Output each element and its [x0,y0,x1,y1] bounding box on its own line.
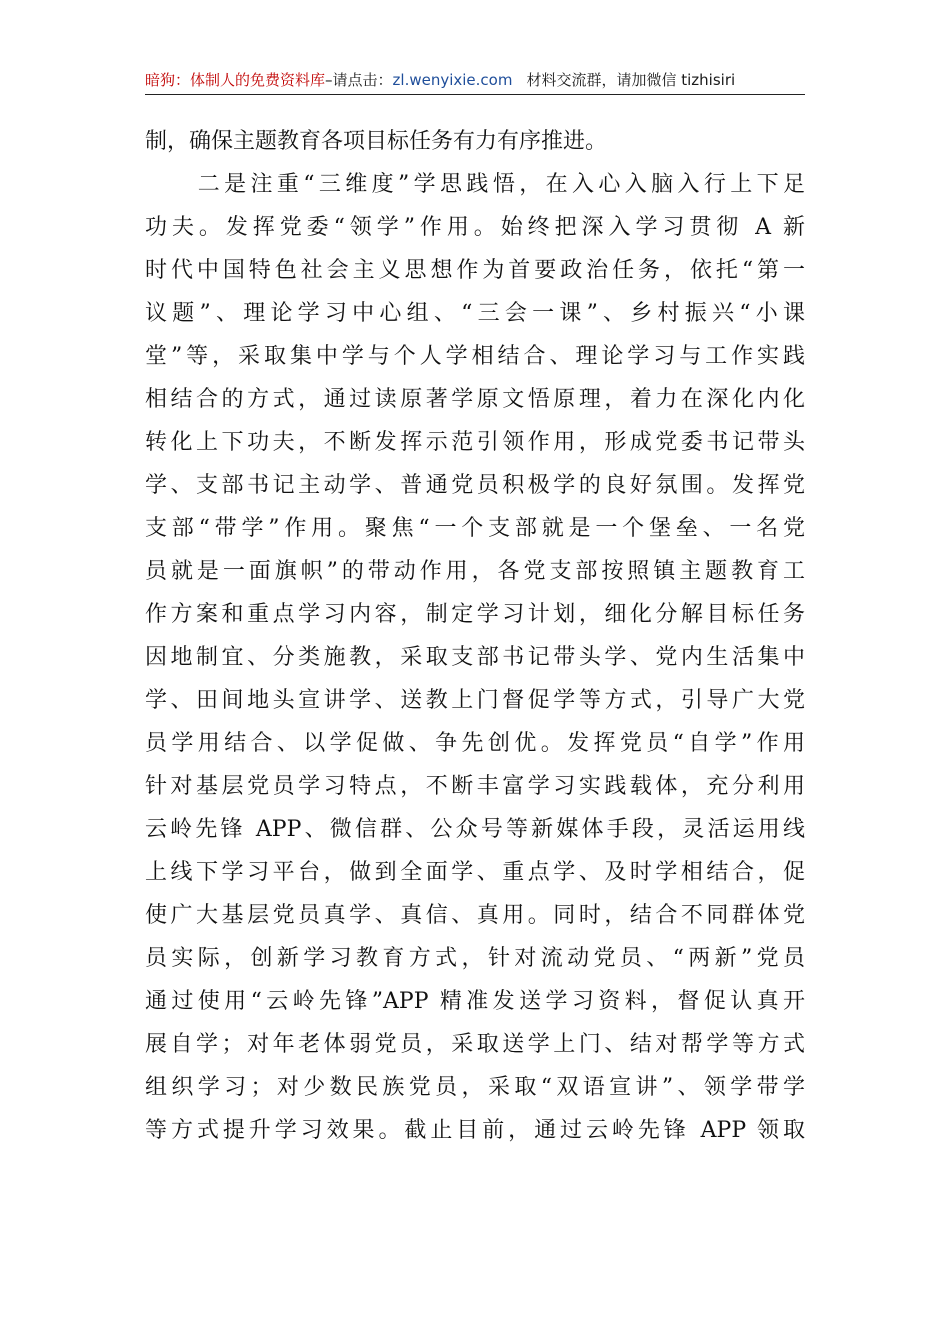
page-header [145,66,805,94]
text-line: 议题”、理论学习中心组、“三会一课”、乡村振兴“小课 [145,301,805,326]
text-line: 上线下学习平台，做到全面学、重点学、及时学相结合，促 [145,860,805,885]
text-line: 员就是一面旗帜”的带动作用，各党支部按照镇主题教育工 [145,559,805,584]
text-line: 员实际，创新学习教育方式，针对流动党员、“两新”党员 [145,946,805,971]
text-line: 因地制宜、分类施教，采取支部书记带头学、党内生活集中 [145,645,805,670]
text-line: 学、支部书记主动学、普通党员积极学的良好氛围。发挥党 [145,473,805,498]
text-line: 学、田间地头宣讲学、送教上门督促学等方式，引导广大党 [145,688,805,713]
text-line: 员学用结合、以学促做、争先创优。发挥党员“自学”作用 [145,731,805,756]
text-line: 针对基层党员学习特点，不断丰富学习实践载体，充分利用 [145,774,805,799]
text-line: 云岭先锋 APP、微信群、公众号等新媒体手段，灵活运用线 [145,817,805,842]
header-prompt: –请点击： [325,71,393,89]
text-line: 展自学；对年老体弱党员，采取送学上门、结对帮学等方式 [145,1032,805,1057]
header-url-link[interactable]: zl.wenyixie.com [392,71,513,89]
text-line: 通过使用“云岭先锋”APP 精准发送学习资料，督促认真开 [145,989,805,1014]
text-line: 支部“带学”作用。聚焦“一个支部就是一个堡垒、一名党 [145,516,805,541]
text-line: 时代中国特色社会主义思想作为首要政治任务，依托“第一 [145,258,805,283]
text-line: 二是注重“三维度”学思践悟，在入心入脑入行上下足 [145,172,805,197]
text-line: 制，确保主题教育各项目标任务有力有序推进。 [145,129,608,154]
header-divider [145,94,805,95]
text-line: 转化上下功夫，不断发挥示范引领作用，形成党委书记带头 [145,430,805,455]
text-line: 堂”等，采取集中学与个人学相结合、理论学习与工作实践 [145,344,805,369]
text-line: 使广大基层党员真学、真信、真用。同时，结合不同群体党 [145,903,805,928]
header-brand: 暗狗：体制人的免费资料库 [145,71,326,89]
text-line: 等方式提升学习效果。截止目前，通过云岭先锋 APP 领取 [145,1118,805,1143]
text-line: 相结合的方式，通过读原著学原文悟原理，着力在深化内化 [145,387,805,412]
text-line: 功夫。发挥党委“领学”作用。始终把深入学习贯彻 A 新 [145,215,805,240]
text-line: 组织学习；对少数民族党员，采取“双语宣讲”、领学带学 [145,1075,805,1100]
text-line: 作方案和重点学习内容，制定学习计划，细化分解目标任务 [145,602,805,627]
header-contact: 材料交流群，请加微信 tizhisiri [526,71,736,89]
body-text [145,120,805,1152]
